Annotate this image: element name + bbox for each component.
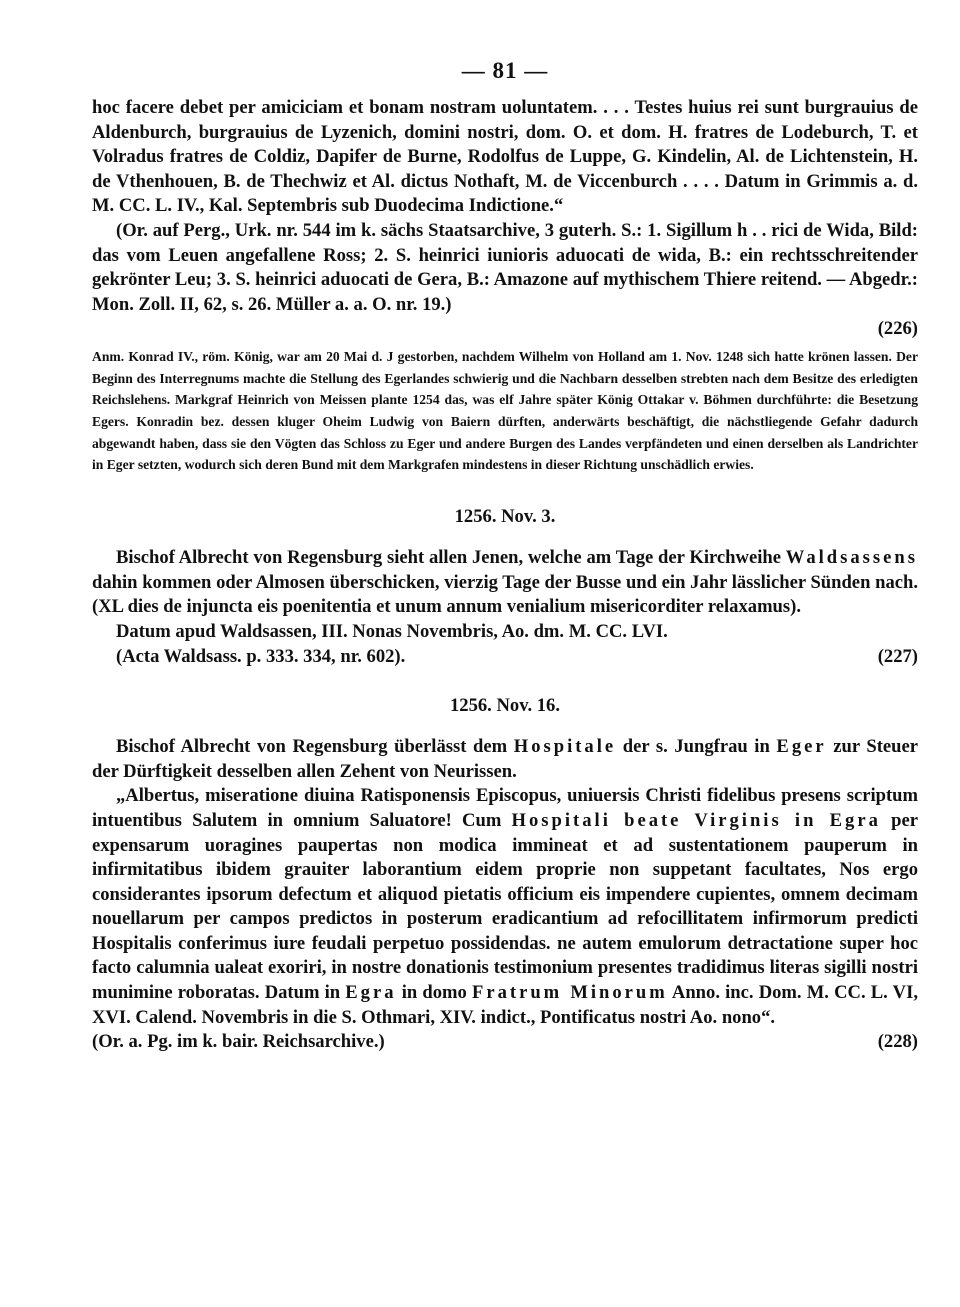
summary-part: Bischof Albrecht von Regensburg sieht allen Jenen, welche am Tage der Kirchweihe xyxy=(116,547,786,569)
text-part: Anno. inc. Dom. M. CC. L. VI, XVI. Calend. Novembris in die S. Othmari, XIV. indict., Pontificatus nostri Ao. nono“. xyxy=(92,982,918,1028)
summary-spaced-eger: Eger xyxy=(776,736,827,758)
charter-227-summary xyxy=(92,546,918,620)
summary-part: zur Steuer der Dürftigkeit desselben allen Zehent von Neurissen. xyxy=(92,736,918,782)
charter-227-source: (Acta Waldsass. p. 333. 334, nr. 602). xyxy=(116,645,406,667)
charter-226-source: (Or. auf Perg., Urk. nr. 544 im k. sächs Staatsarchive, 3 guterh. S.: 1. Sigillum h . . rici de Wida, Bild: das vom Leuen angefallene Ross; 2. S. heinrici iunioris aduocati de wida, B.: ein rechtsschreitender gekrönter Leu; 3. S. heinrici aduocati de Gera, B.: Amazone auf mythischem Thiere reitend. — Abgedr.: Mon. Zoll. II, 62, s. 26. Müller a. a. O. nr. 19.) xyxy=(92,219,918,315)
document-page xyxy=(92,58,918,1055)
summary-spaced-place: Waldsassens xyxy=(785,547,918,569)
charter-226-text: hoc facere debet per amiciciam et bonam nostram uoluntatem. . . . Testes huius rei sunt burgrauius de Aldenburch, burgrauius de Lyzenich, domini nostri, dom. O. et dom. H. fratres de Lodeburch, T. et Volradus fratres de Coldiz, Dapifer de Burne, Rodolfus de Luppe, G. Kindelin, Al. de Lichtenstein, H. de Vthenhouen, B. de Thechwiz et Al. dictus Nothaft, M. de Viccenburch . . . . Datum in Grimmis a. d. M. CC. L. IV., Kal. Septembris sub Duodecima Indictione.“ xyxy=(92,97,918,217)
summary-part: der s. Jungfrau in xyxy=(616,736,777,758)
charter-227-date: 1256. Nov. 3. xyxy=(454,506,556,528)
text-part: per expensarum uoragines paupertas non modica immineat et ad sustentationem pauperum in infirmitatibus ibidem grauiter laborantium eidem proprie non suppetant facultates, Nos ergo considerantes ipsorum defectum et aliquod pietatis officium eis impendere cupientes, omnem decimam nouellarum per campos predictos in posterum eradicantium ad refocillitatem infirmorum predicti Hospitalis conferimus iure feudali perpetuo possidendas. ne autem emulorum detractatione super hoc facto calumnia ualeat exoriri, in nostre donationis testimonium presentes tradidimus literas sigilli nostri munimine roboratas. Datum in xyxy=(92,809,918,1004)
text-spaced-hospital: Hospitali beate Virginis in Egra xyxy=(511,809,881,831)
summary-part: dahin kommen oder Almosen überschicken, vierzig Tage der Busse und ein Jahr lässlicher Sünden nach. (XL dies de injuncta eis poenitentia et unum annum venialium misericorditer relaxamus). xyxy=(92,571,918,618)
charter-228-date: 1256. Nov. 16. xyxy=(449,695,561,717)
charter-227-number: (227) xyxy=(877,645,918,667)
text-part: in domo xyxy=(396,982,472,1004)
charter-228-number: (228) xyxy=(877,1031,918,1053)
text-spaced-fratrum: Fratrum Minorum xyxy=(471,982,668,1004)
page-number: — 81 — xyxy=(461,58,549,83)
charter-228-text xyxy=(92,784,918,1030)
charter-228-source-row xyxy=(92,1030,918,1055)
charter-227-source-row xyxy=(92,645,918,670)
text-spaced-egra: Egra xyxy=(345,982,397,1004)
charter-227-datum: Datum apud Waldsassen, III. Nonas Novembris, Ao. dm. M. CC. LVI. xyxy=(116,620,668,642)
charter-228-source: (Or. a. Pg. im k. bair. Reichsarchive.) xyxy=(92,1031,385,1053)
charter-226-note: Anm. Konrad IV., röm. König, war am 20 Mai d. J gestorben, nachdem Wilhelm von Holland am 1. Nov. 1248 sich hatte krönen lassen. Der Beginn des Interregnums machte die Stellung des Egerlandes schwierig und die Nachbarn desselben strebten nach dem Besitze des erledigten Reichslehens. Markgraf Heinrich von Meissen plante 1254 das, was elf Jahre später König Ottakar v. Böhmen durchführte: die Besetzung Egers. Konradin bez. dessen kluger Oheim Ludwig von Baiern dürften, anderwärts beschäftigt, die nächstliegende Gefahr dadurch abgewandt haben, dass sie den Vögten das Schloss zu Eger und andere Burgen des Landes verpfändeten und einen derselben als Landrichter in Eger setzten, wodurch sich deren Bund mit dem Markgrafen mindestens in dieser Richtung unschädlich erwies. xyxy=(92,348,918,473)
summary-spaced-hospital: Hospitale xyxy=(513,736,617,758)
charter-226-number: (226) xyxy=(877,318,918,340)
charter-228-summary xyxy=(92,735,918,784)
text-part: „Albertus, miseratione diuina Ratisponensis Episcopus, uniuersis Christi fidelibus presens scriptum intuentibus Salutem in omnium Saluatore! Cum xyxy=(92,785,918,831)
summary-part: Bischof Albrecht von Regensburg überlässt dem xyxy=(116,736,514,758)
